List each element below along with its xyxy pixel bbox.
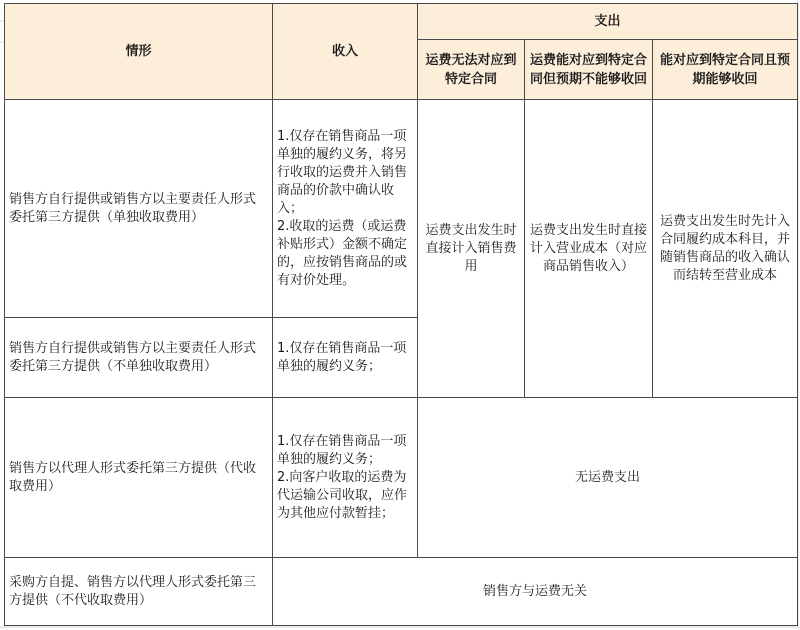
row-4-merged: 销售方与运费无关 <box>273 558 798 626</box>
row-3-income-item: 2.向客户收取的运费为代运输公司收取，应作为其他应付款暂挂； <box>277 469 408 521</box>
row-1-income-item: 2.收取的运费（或运费补贴形式）金额不确定的，应按销售商品的或有对价处理。 <box>277 218 408 288</box>
row-1-income-item: 1.仅存在销售商品一项单独的履约义务，将另行收取的运费并入销售商品的价款中确认收入； <box>277 128 408 216</box>
row-3-expense: 无运费支出 <box>418 398 798 558</box>
header-expense-matched-recoverable: 能对应到特定合同且预期能够收回 <box>653 40 798 100</box>
row-2-situation: 销售方自行提供或销售方以主要责任人形式委托第三方提供（不单独收取费用） <box>5 318 273 398</box>
header-expense: 支出 <box>418 4 798 40</box>
header-income: 收入 <box>273 4 418 100</box>
row-3-situation: 销售方以代理人形式委托第三方提供（代收取费用） <box>5 398 273 558</box>
row-2-income-item: 1.仅存在销售商品一项单独的履约义务； <box>277 340 407 374</box>
row-3-income <box>273 398 418 558</box>
header-expense-matched-unrecoverable: 运费能对应到特定合同但预期不能够收回 <box>525 40 653 100</box>
expense-to-selling-cost: 运费支出发生时直接计入销售费用 <box>418 100 525 398</box>
row-4-situation: 采购方自提、销售方以代理人形式委托第三方提供（不代收取费用） <box>5 558 273 626</box>
row-1-situation: 销售方自行提供或销售方以主要责任人形式委托第三方提供（单独收取费用） <box>5 100 273 318</box>
header-situation: 情形 <box>5 4 273 100</box>
row-2-income <box>273 318 418 398</box>
expense-to-operating-cost: 运费支出发生时直接计入营业成本（对应商品销售收入） <box>525 100 653 398</box>
expense-to-contract-cost: 运费支出发生时先计入合同履约成本科目，并随销售商品的收入确认而结转至营业成本 <box>653 100 798 398</box>
row-3-income-item: 1.仅存在销售商品一项单独的履约义务； <box>277 433 407 467</box>
row-1-income <box>273 100 418 318</box>
freight-accounting-table <box>4 3 798 626</box>
header-expense-unmatched: 运费无法对应到特定合同 <box>418 40 525 100</box>
